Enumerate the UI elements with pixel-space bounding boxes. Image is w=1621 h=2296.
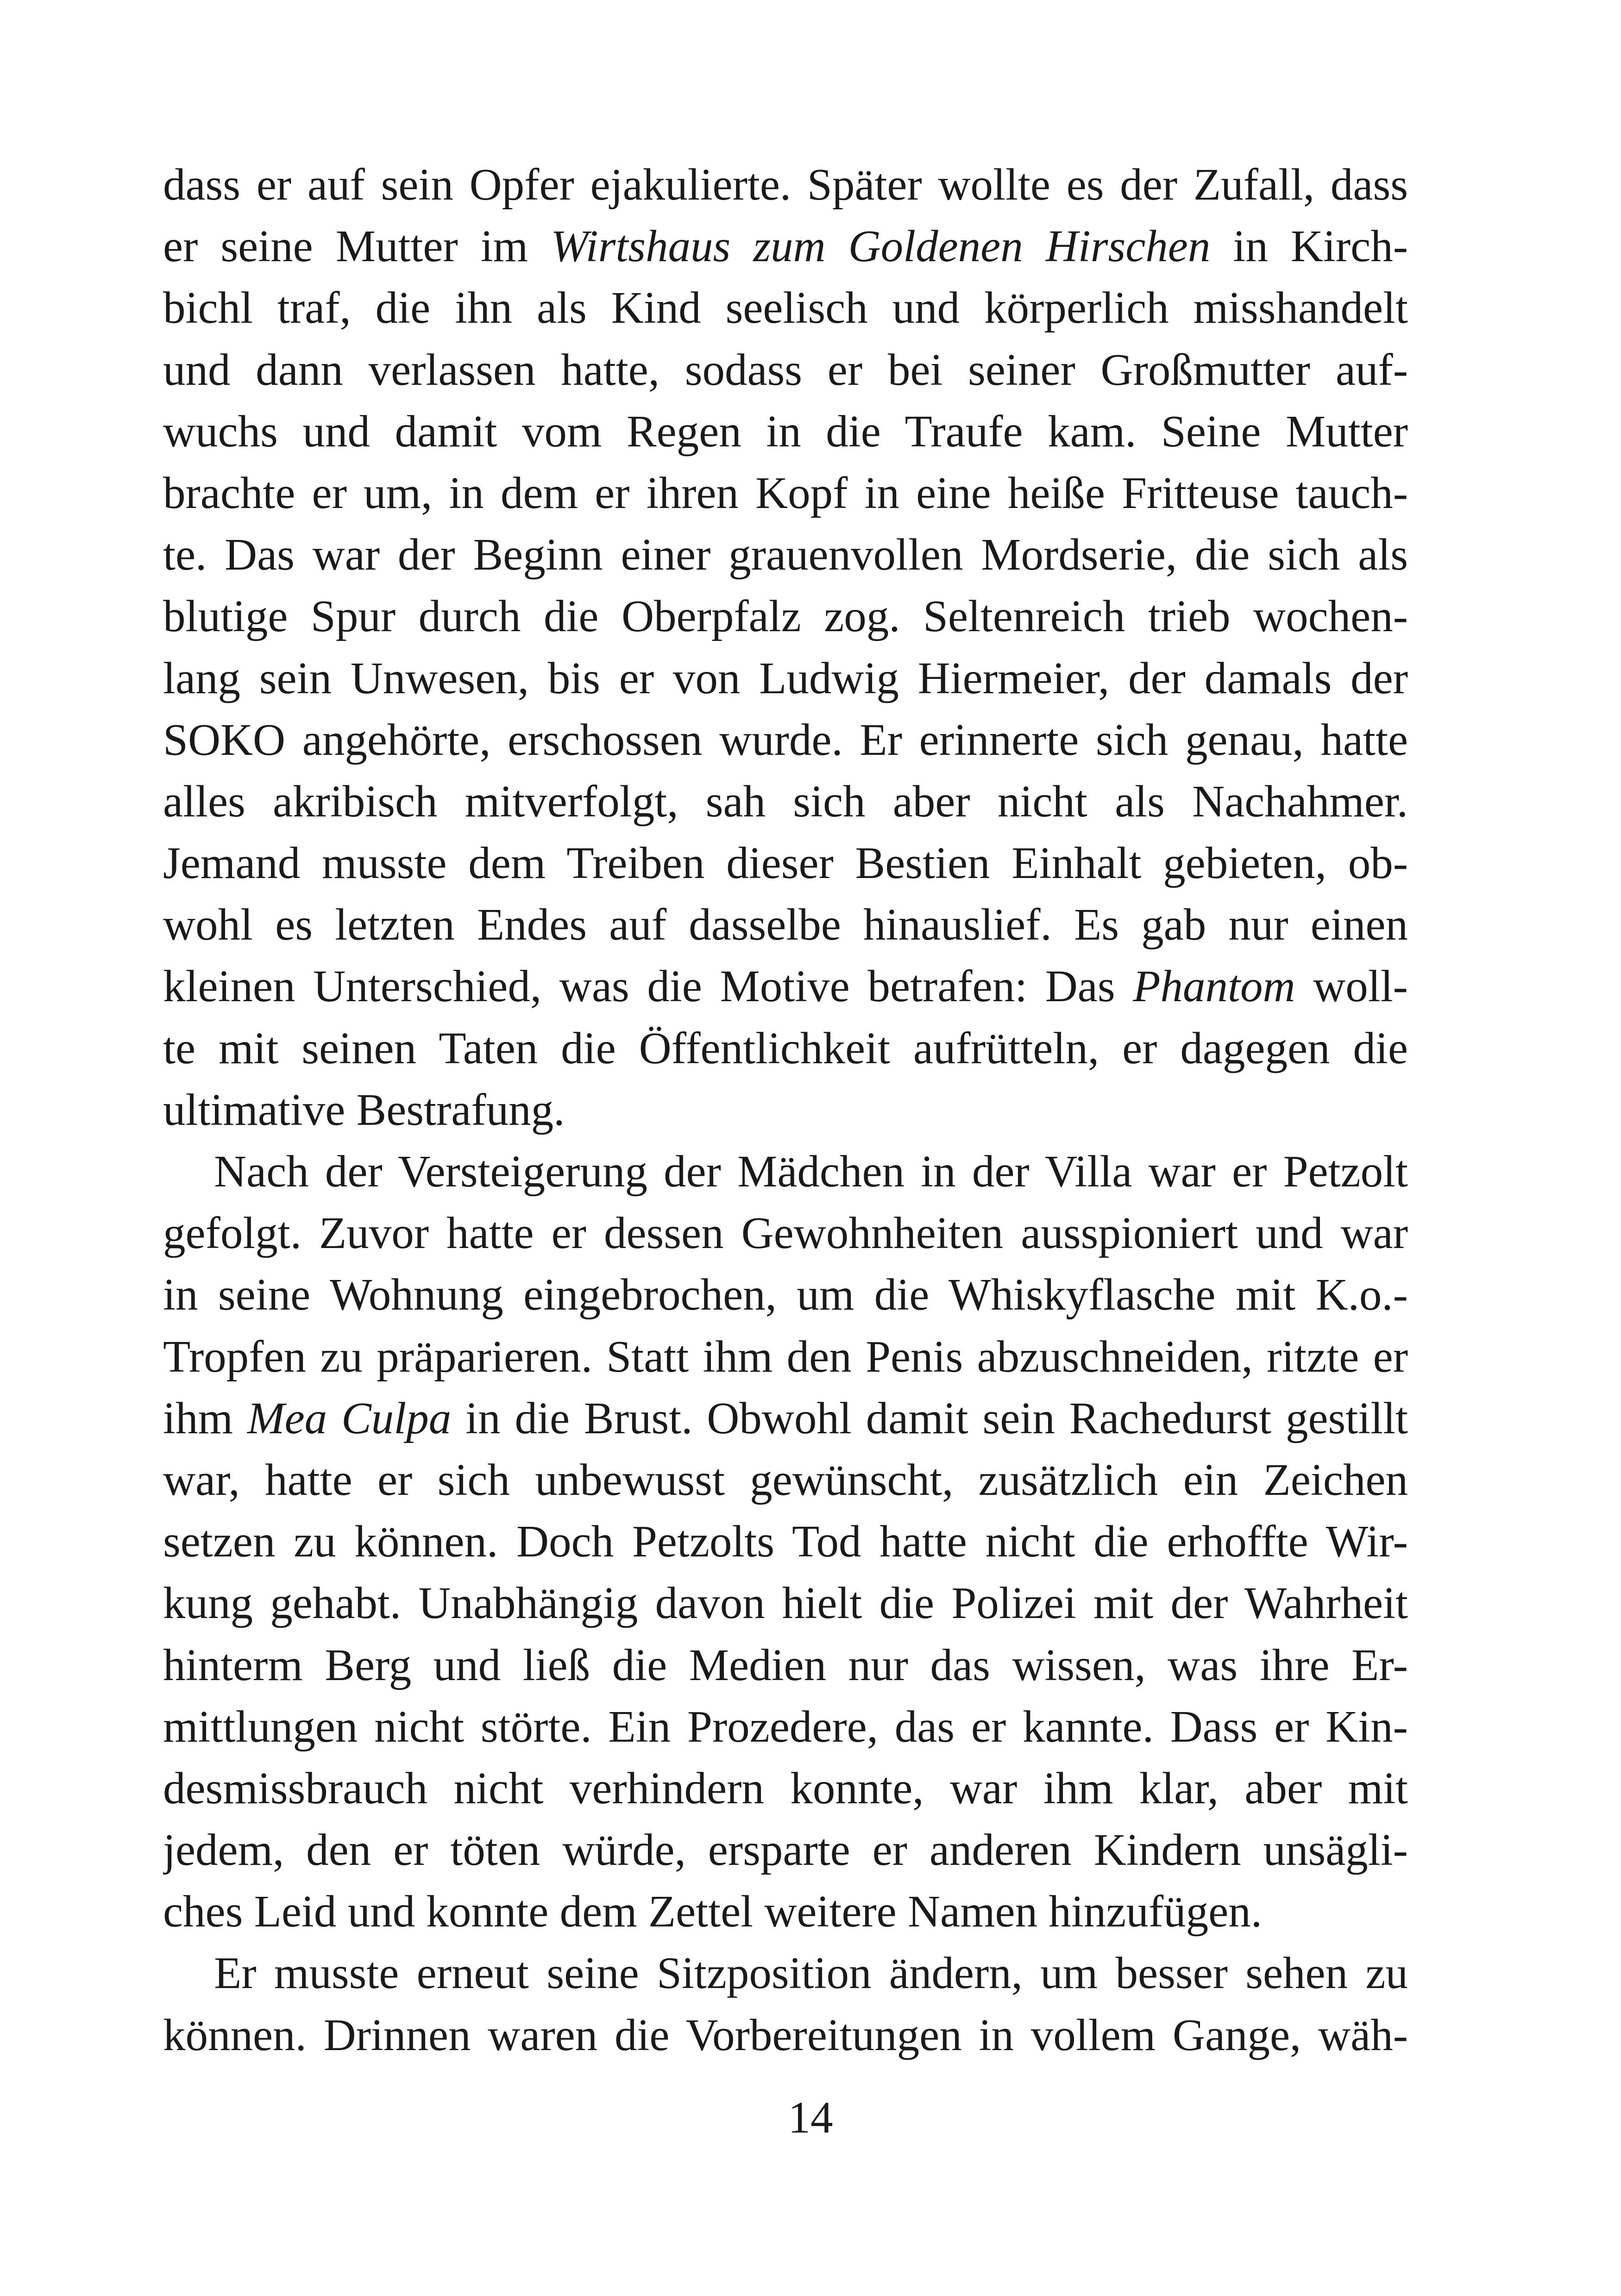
text-line (163, 1881, 1408, 1942)
italic-text: Mea Culpa (247, 1393, 452, 1443)
text-line (163, 1942, 1408, 2004)
text-line (163, 894, 1408, 955)
text-segment: können. Drinnen waren die Vorbereitungen in vollem Gange, wäh- (163, 2010, 1408, 2060)
text-segment: gefolgt. Zuvor hatte er dessen Gewohnheiten ausspioniert und war (163, 1208, 1408, 1258)
text-segment: ultimative Bestrafung. (163, 1085, 565, 1135)
text-line (163, 1511, 1408, 1572)
text-line (163, 1017, 1408, 1079)
text-segment: Tropfen zu präparieren. Statt ihm den Penis abzuschneiden, ritzte er (163, 1331, 1408, 1381)
text-segment: mittlungen nicht störte. Ein Prozedere, das er kannte. Dass er Kin- (163, 1701, 1408, 1751)
text-line (163, 1387, 1408, 1449)
text-line (163, 277, 1408, 339)
text-segment: SOKO angehörte, erschossen wurde. Er erinnerte sich genau, hatte (163, 715, 1408, 765)
text-line (163, 1819, 1408, 1881)
body-text (163, 154, 1408, 2066)
text-line (163, 1696, 1408, 1757)
text-line (163, 2004, 1408, 2066)
text-segment: setzen zu können. Doch Petzolts Tod hatte nicht die erhoffte Wir- (163, 1517, 1408, 1567)
text-line (163, 832, 1408, 894)
text-line (163, 1449, 1408, 1511)
paragraph (163, 1141, 1408, 1942)
italic-text: Phantom (1133, 961, 1295, 1011)
paragraph (163, 1942, 1408, 2065)
text-line (163, 955, 1408, 1017)
text-line (163, 1572, 1408, 1634)
text-segment: hinterm Berg und ließ die Medien nur das wissen, was ihre Er- (163, 1640, 1408, 1690)
text-segment: brachte er um, in dem er ihren Kopf in eine heiße Fritteuse tauch- (163, 468, 1408, 518)
text-line (163, 1202, 1408, 1264)
text-segment: in Kirch- (1210, 221, 1408, 271)
text-segment: war, hatte er sich unbewusst gewünscht, zusätzlich ein Zeichen (163, 1455, 1408, 1505)
text-segment: wuchs und damit vom Regen in die Traufe kam. Seine Mutter (163, 406, 1408, 456)
text-segment: kung gehabt. Unabhängig davon hielt die Polizei mit der Wahrheit (163, 1578, 1408, 1628)
text-segment: woll- (1295, 961, 1408, 1011)
text-line (163, 339, 1408, 401)
text-line (163, 709, 1408, 771)
text-line (163, 585, 1408, 647)
text-line (163, 1264, 1408, 1325)
text-line (163, 1634, 1408, 1696)
text-segment: desmissbrauch nicht verhindern konnte, war ihm klar, aber mit (163, 1763, 1408, 1813)
text-segment: blutige Spur durch die Oberpfalz zog. Seltenreich trieb wochen- (163, 591, 1408, 641)
text-segment: lang sein Unwesen, bis er von Ludwig Hiermeier, der damals der (163, 653, 1408, 703)
text-segment: alles akribisch mitverfolgt, sah sich aber nicht als Nachahmer. (163, 776, 1408, 826)
text-segment: in seine Wohnung eingebrochen, um die Whiskyflasche mit K.o.- (163, 1270, 1408, 1320)
text-line (163, 1757, 1408, 1819)
text-segment: in die Brust. Obwohl damit sein Rachedurst gestillt (451, 1393, 1408, 1443)
text-line (163, 647, 1408, 709)
text-line (163, 401, 1408, 462)
text-segment: ches Leid und konnte dem Zettel weitere Namen hinzufügen. (163, 1887, 1262, 1937)
text-segment: Er musste erneut seine Sitzposition ändern, um besser sehen zu (214, 1948, 1408, 1998)
text-line (163, 1079, 1408, 1141)
text-segment: dass er auf sein Opfer ejakulierte. Später wollte es der Zufall, dass (163, 160, 1408, 209)
text-segment: jedem, den er töten würde, ersparte er anderen Kindern unsägli- (163, 1825, 1408, 1875)
text-segment: te. Das war der Beginn einer grauenvollen Mordserie, die sich als (163, 530, 1408, 580)
text-line (163, 1326, 1408, 1387)
text-segment: wohl es letzten Endes auf dasselbe hinauslief. Es gab nur einen (163, 900, 1408, 950)
text-line (163, 1141, 1408, 1202)
text-segment: ihm (163, 1393, 247, 1443)
text-segment: kleinen Unterschied, was die Motive betrafen: Das (163, 961, 1133, 1011)
text-line (163, 462, 1408, 524)
text-segment: und dann verlassen hatte, sodass er bei seiner Großmutter auf- (163, 345, 1408, 395)
italic-text: Wirtshaus zum Goldenen Hirschen (551, 221, 1211, 271)
text-segment: bichl traf, die ihn als Kind seelisch und körperlich misshandelt (163, 283, 1408, 333)
text-line (163, 215, 1408, 277)
text-segment: te mit seinen Taten die Öffentlichkeit aufrütteln, er dagegen die (163, 1023, 1408, 1073)
paragraph (163, 154, 1408, 1141)
text-segment: er seine Mutter im (163, 221, 551, 271)
text-line (163, 771, 1408, 832)
text-line (163, 154, 1408, 215)
text-segment: Jemand musste dem Treiben dieser Bestien Einhalt gebieten, ob- (163, 838, 1408, 888)
text-segment: Nach der Versteigerung der Mädchen in der Villa war er Petzolt (214, 1147, 1408, 1196)
text-line (163, 524, 1408, 585)
page-number: 14 (788, 2093, 833, 2142)
